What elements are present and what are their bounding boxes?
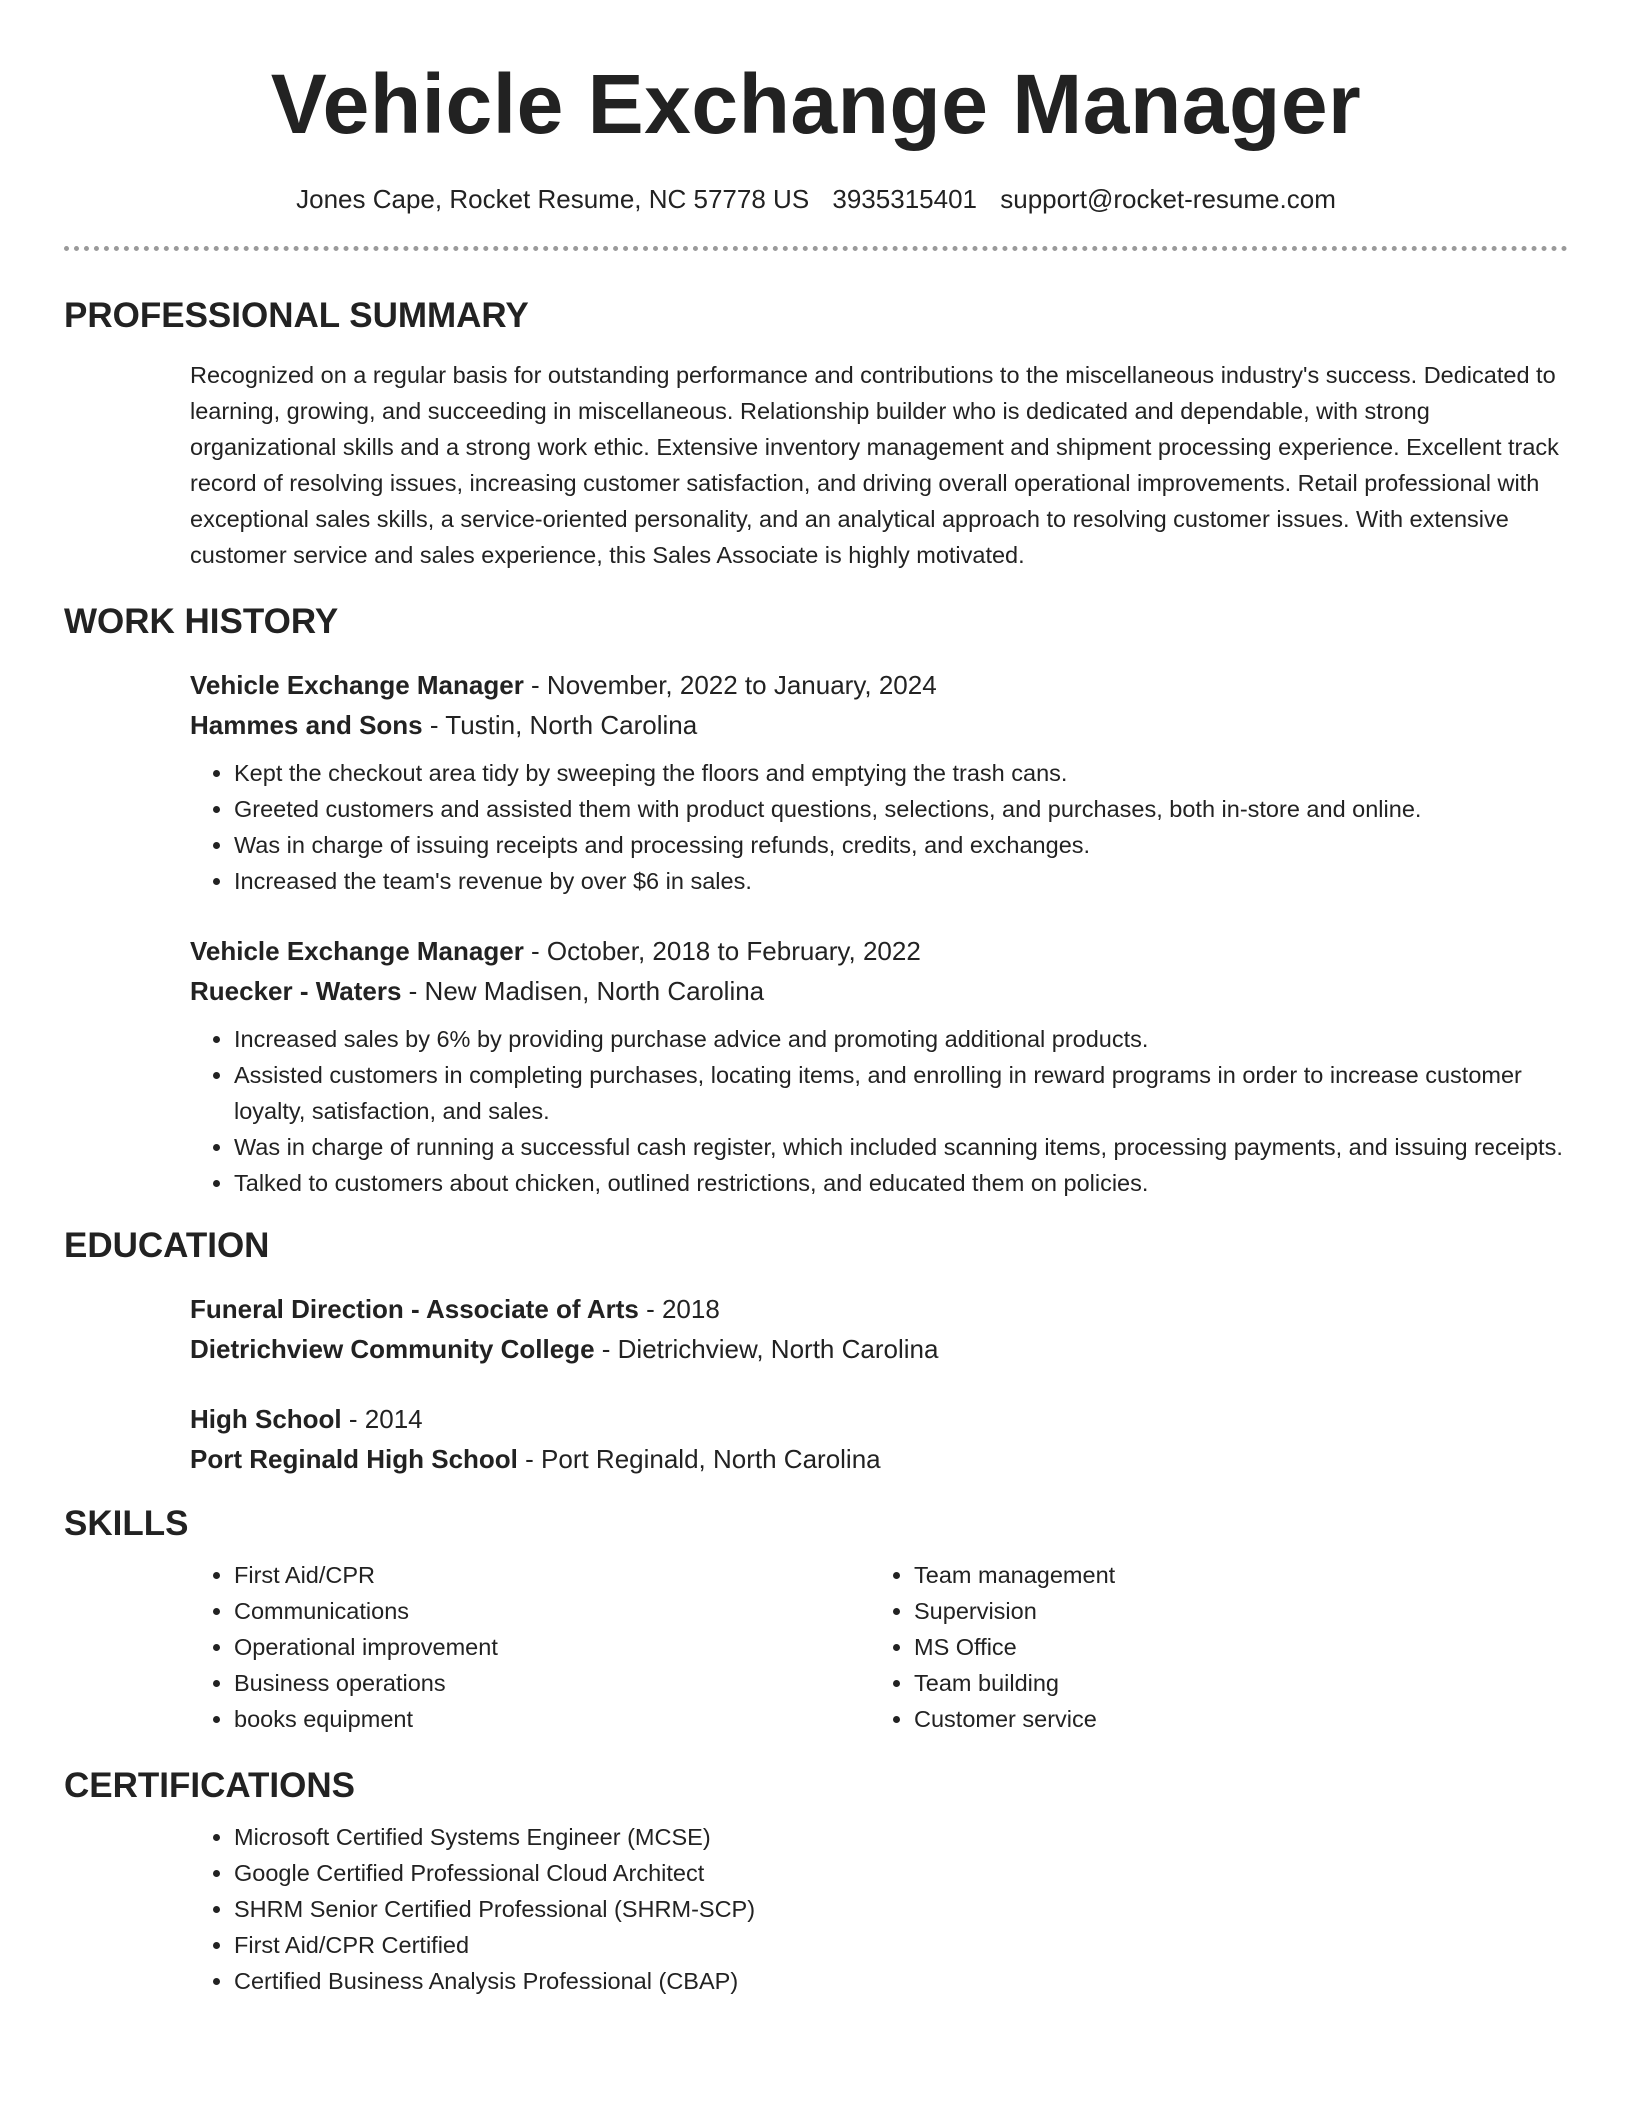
- list-item: • Operational improvement: [234, 1629, 870, 1665]
- job-company-line: [190, 971, 1568, 1011]
- education-school-line: [190, 1329, 1568, 1369]
- skills-list-left: [190, 1557, 870, 1737]
- job-location: - Tustin, North Carolina: [422, 710, 698, 740]
- list-item: • MS Office: [914, 1629, 1550, 1665]
- education-school-line: [190, 1439, 1568, 1479]
- job-bullets: [190, 1021, 1568, 1201]
- certifications-block: [190, 1819, 1568, 1999]
- contact-phone: 3935315401: [832, 184, 977, 214]
- work-history-title: WORK HISTORY: [64, 602, 339, 641]
- list-item: • Was in charge of issuing receipts and processing refunds, credits, and exchanges.: [234, 827, 1568, 863]
- list-item: • Google Certified Professional Cloud Architect: [234, 1855, 1568, 1891]
- contact-email: support@rocket-resume.com: [1000, 184, 1336, 214]
- list-item: • Kept the checkout area tidy by sweeping the floors and emptying the trash cans.: [234, 755, 1568, 791]
- list-item: • Certified Business Analysis Professional (CBAP): [234, 1963, 1568, 1999]
- certifications-list: [190, 1819, 1568, 1999]
- summary-title: PROFESSIONAL SUMMARY: [64, 296, 529, 335]
- resume-name: Vehicle Exchange Manager: [270, 57, 1362, 151]
- list-item: • Increased the team's revenue by over $6 in sales.: [234, 863, 1568, 899]
- education-entry: [190, 1399, 1568, 1479]
- job-company-line: [190, 705, 1568, 745]
- header-divider: [64, 246, 1568, 251]
- list-item: • books equipment: [234, 1701, 870, 1737]
- education-degree-line: [190, 1399, 1568, 1439]
- list-item: • SHRM Senior Certified Professional (SHRM-SCP): [234, 1891, 1568, 1927]
- list-item: • Business operations: [234, 1665, 870, 1701]
- list-item: • Customer service: [914, 1701, 1550, 1737]
- job-location: - New Madisen, North Carolina: [401, 976, 765, 1006]
- list-item: • Team building: [914, 1665, 1550, 1701]
- list-item: • Assisted customers in completing purchases, locating items, and enrolling in reward programs in order to increase customer loyalty, satisfaction, and sales.: [234, 1057, 1568, 1129]
- education-year: - 2014: [341, 1404, 423, 1434]
- education-entry: [190, 1289, 1568, 1369]
- contact-line: [64, 182, 1568, 216]
- education-degree: Funeral Direction - Associate of Arts: [190, 1294, 639, 1324]
- certifications-title: CERTIFICATIONS: [64, 1766, 356, 1805]
- education-title: EDUCATION: [64, 1226, 270, 1265]
- skills-grid: [190, 1557, 1568, 1737]
- job-company: Ruecker - Waters: [190, 976, 402, 1006]
- job-bullets: [190, 755, 1568, 899]
- list-item: • Was in charge of running a successful cash register, which included scanning items, processing payments, and issuing receipts.: [234, 1129, 1568, 1165]
- contact-address: Jones Cape, Rocket Resume, NC 57778 US: [296, 184, 810, 214]
- job-company: Hammes and Sons: [190, 710, 423, 740]
- job-title-line: [190, 931, 1568, 971]
- list-item: • Increased sales by 6% by providing purchase advice and promoting additional products.: [234, 1021, 1568, 1057]
- list-item: • Communications: [234, 1593, 870, 1629]
- job-dates: - November, 2022 to January, 2024: [523, 670, 937, 700]
- list-item: • Supervision: [914, 1593, 1550, 1629]
- education-school: Dietrichview Community College: [190, 1334, 595, 1364]
- job-role: Vehicle Exchange Manager: [190, 936, 524, 966]
- education-degree: High School: [190, 1404, 342, 1434]
- education-school: Port Reginald High School: [190, 1444, 518, 1474]
- skills-column-left: [190, 1557, 870, 1737]
- education-location: - Dietrichview, North Carolina: [594, 1334, 939, 1364]
- job-dates: - October, 2018 to February, 2022: [523, 936, 921, 966]
- skills-title: SKILLS: [64, 1504, 189, 1543]
- summary-text: Recognized on a regular basis for outstanding performance and contributions to the miscellaneous industry's success. Dedicated to learning, growing, and succeeding in miscellaneous. Relationship builder who is dedicated and dependable, with strong organizational skills and a strong work ethic. Extensive inventory management and shipment processing experience. Excellent track record of resolving issues, increasing customer satisfaction, and driving overall operational improvements. Retail professional with exceptional sales skills, a service-oriented personality, and an analytical approach to resolving customer issues. With extensive customer service and sales experience, this Sales Associate is highly motivated.: [190, 362, 1559, 568]
- list-item: • Team management: [914, 1557, 1550, 1593]
- job-entry: [190, 665, 1568, 899]
- list-item: • Microsoft Certified Systems Engineer (MCSE): [234, 1819, 1568, 1855]
- job-title-line: [190, 665, 1568, 705]
- education-year: - 2018: [638, 1294, 720, 1324]
- list-item: • Talked to customers about chicken, outlined restrictions, and educated them on policies.: [234, 1165, 1568, 1201]
- list-item: • First Aid/CPR: [234, 1557, 870, 1593]
- list-item: • First Aid/CPR Certified: [234, 1927, 1568, 1963]
- job-entry: [190, 931, 1568, 1201]
- education-location: - Port Reginald, North Carolina: [517, 1444, 881, 1474]
- list-item: • Greeted customers and assisted them with product questions, selections, and purchases, both in-store and online.: [234, 791, 1568, 827]
- skills-column-right: [870, 1557, 1550, 1737]
- education-degree-line: [190, 1289, 1568, 1329]
- job-role: Vehicle Exchange Manager: [190, 670, 524, 700]
- skills-list-right: [870, 1557, 1550, 1737]
